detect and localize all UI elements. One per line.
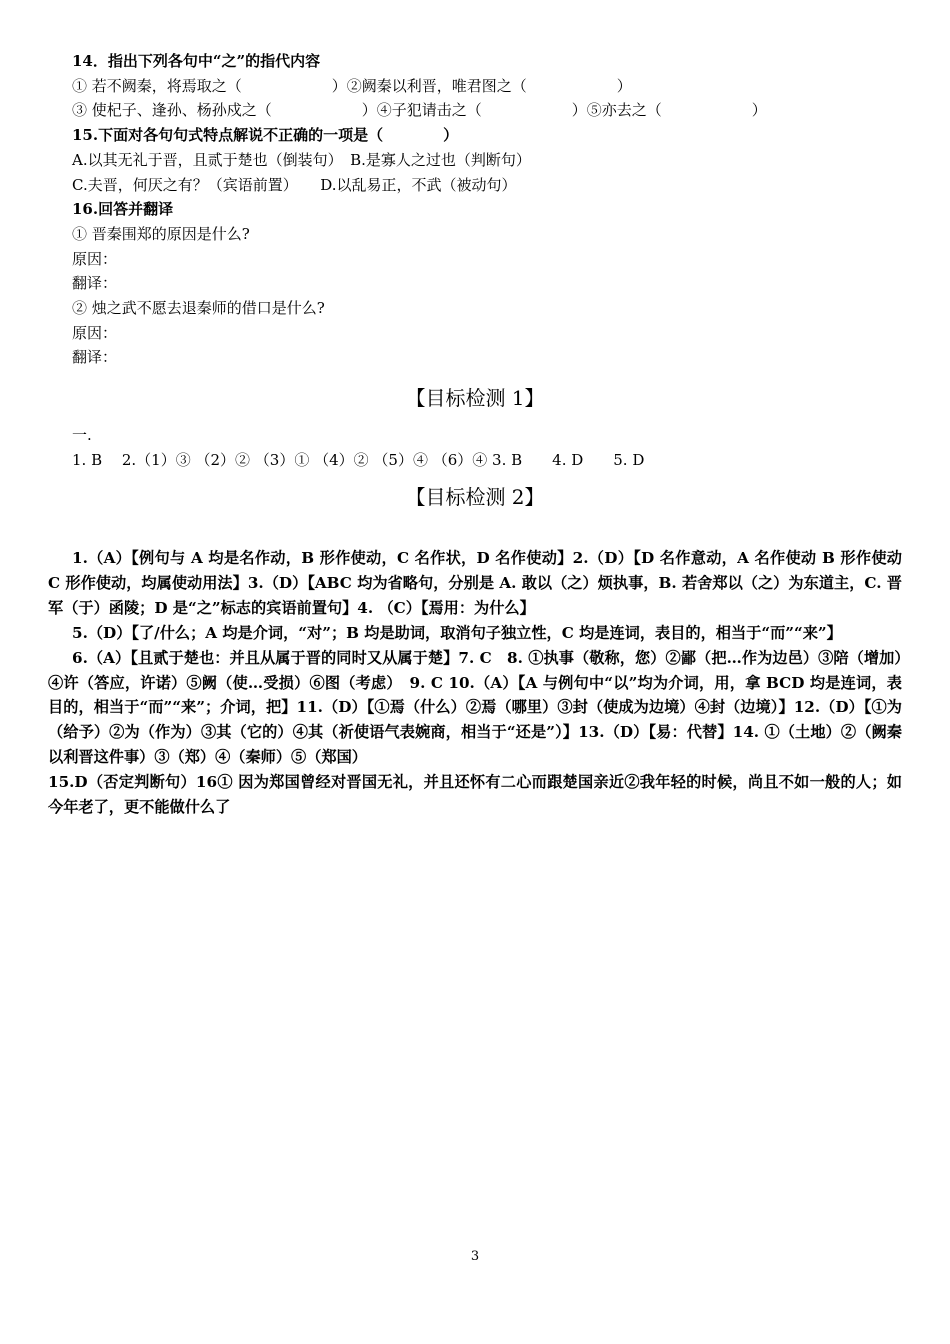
page-number: 3	[470, 1249, 480, 1264]
question-15-options-ab: A.以其无礼于晋，且贰于楚也（倒装句） B.是寡人之过也（判断句）	[72, 150, 531, 169]
question-16-translate-2: 翻译：	[72, 348, 118, 367]
answer-paragraph-2: 5.（D）【了/什么；A 均是介词，“对”；B 均是助词，取消句子独立性，C 均是连词，表目的，相当于“而”“来”】	[72, 623, 842, 642]
questions-section	[72, 49, 892, 370]
question-14-line-1: ① 若不阙秦，将焉取之（ ）②阙秦以利晋，唯君图之（ ）	[72, 76, 632, 95]
answer-paragraph-3: 6.（A）【且贰于楚也：并且从属于晋的同时又从属于楚】7. C 8. ①执事（敬称，您）②鄙（把…作为边邑）③陪（增加）④许（答应，许诺）⑤阙（使…受损）⑥图（考虑） 9. C 10.（A）【A 与例句中“以”均为介词，用，拿 BCD 均是连词，表目的，相当于“而”“来”；介词，把】11.（D）【①焉（什么）②焉（哪里）③封（使成为边境）④封（边境）】12.（D）【①为（给予）②为（作为）③其（它的）④其（祈使语气表婉商，相当于“还是”）】13.（D）【易：代替】14. ①（土地）②（阙秦以利晋这件事）③（郑）④（秦师）⑤（郑国）	[48, 648, 902, 767]
section-1-body	[72, 423, 892, 472]
question-15-options-cd: C.夫晋，何厌之有？（宾语前置） D.以乱易正，不武（被动句）	[72, 175, 517, 194]
section-2-answers	[48, 546, 902, 820]
question-14-line-2: ③ 使杞子、逢孙、杨孙戍之（ ）④子犯请击之（ ）⑤亦去之（ ）	[72, 101, 767, 120]
question-16-sub-1: ① 晋秦围郑的原因是什么?	[72, 224, 250, 243]
question-16-sub-2: ② 烛之武不愿去退秦师的借口是什么?	[72, 299, 325, 318]
question-16-title: 16.回答并翻译	[72, 200, 174, 219]
answer-paragraph-1: 1.（A）【例句与 A 均是名作动，B 形作使动，C 名作状，D 名作使动】2.（D）【D 名作意动，A 名作使动 B 形作使动 C 形作使动，均属使动用法】3.（D）【ABC 均为省略句，分别是 A. 敢以（之）烦执事，B. 若舍郑以（之）为东道主，C. 晋军（于）函陵；D 是“之”标志的宾语前置句】4. （C）【焉用：为什么】	[48, 549, 902, 617]
question-16-reason-1: 原因：	[72, 249, 118, 268]
question-14-title: 14．指出下列各句中“之”的指代内容	[72, 52, 321, 70]
question-16-translate-1: 翻译：	[72, 274, 118, 293]
answer-paragraph-4: 15.D（否定判断句）16① 因为郑国曾经对晋国无礼，并且还怀有二心而跟楚国亲近②我年轻的时候，尚且不如一般的人；如今年老了，更不能做什么了	[48, 773, 902, 817]
section-2-heading: 【目标检测 2】	[405, 485, 545, 509]
section-1-heading: 【目标检测 1】	[405, 386, 545, 410]
question-16-reason-2: 原因：	[72, 323, 118, 342]
section-1-label: 一.	[72, 426, 92, 444]
section-1-answers: 1. B 2.（1）③ （2）② （3）① （4）② （5）④ （6）④ 3. B 4. D 5. D	[72, 450, 645, 469]
question-15-title: 15.下面对各句句式特点解说不正确的一项是（ ）	[72, 126, 459, 145]
